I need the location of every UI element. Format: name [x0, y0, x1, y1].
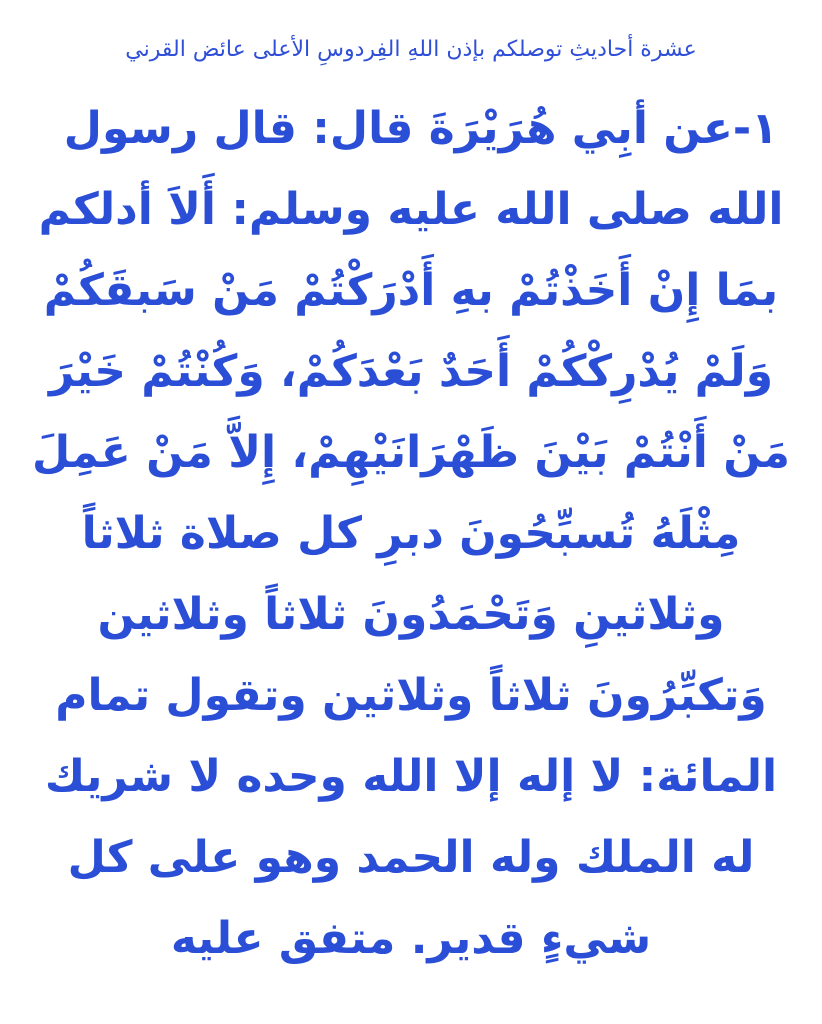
text-line: وَلَمْ يُدْرِكْكُمْ أَحَدٌ بَعْدَكُمْ، وَكُنْتُمْ خَيْرَ: [48, 346, 774, 397]
text-line: له الملك وله الحمد وهو على كل: [67, 832, 755, 883]
text-line: وثلاثينِ وَتَحْمَدُونَ ثلاثاً وثلاثين: [97, 589, 725, 640]
text-line: ١-عن أبِي هُرَيْرَةَ قال: قال رسول: [63, 103, 778, 154]
text-line: بمَا إِنْ أَخَذْتُمْ بهِ أَدْرَكْتُمْ مَنْ سَبقَكُمْ: [43, 265, 779, 316]
hadith-text: [18, 88, 804, 979]
text-line: مَنْ أَنْتُمْ بَيْنَ ظَهْرَانَيْهِمْ، إِلاَّ مَنْ عَمِلَ: [31, 427, 791, 478]
text-line: مِثْلَهُ تُسبِّحُونَ دبرِ كل صلاة ثلاثاً: [81, 508, 741, 559]
document-heading: عشرة أحاديثِ توصلكم بإذن اللهِ الفِردوسِ الأعلى عائض القرني: [125, 37, 697, 62]
text-line: وَتكبِّرُونَ ثلاثاً وثلاثين وتقول تمام: [55, 670, 767, 721]
text-line: شيءٍ قدير. متفق عليه: [170, 913, 652, 964]
text-line: المائة: لا إله إلا الله وحده لا شريك: [44, 751, 778, 802]
text-line: الله صلى الله عليه وسلم: أَلاَ أدلكم: [38, 184, 784, 235]
